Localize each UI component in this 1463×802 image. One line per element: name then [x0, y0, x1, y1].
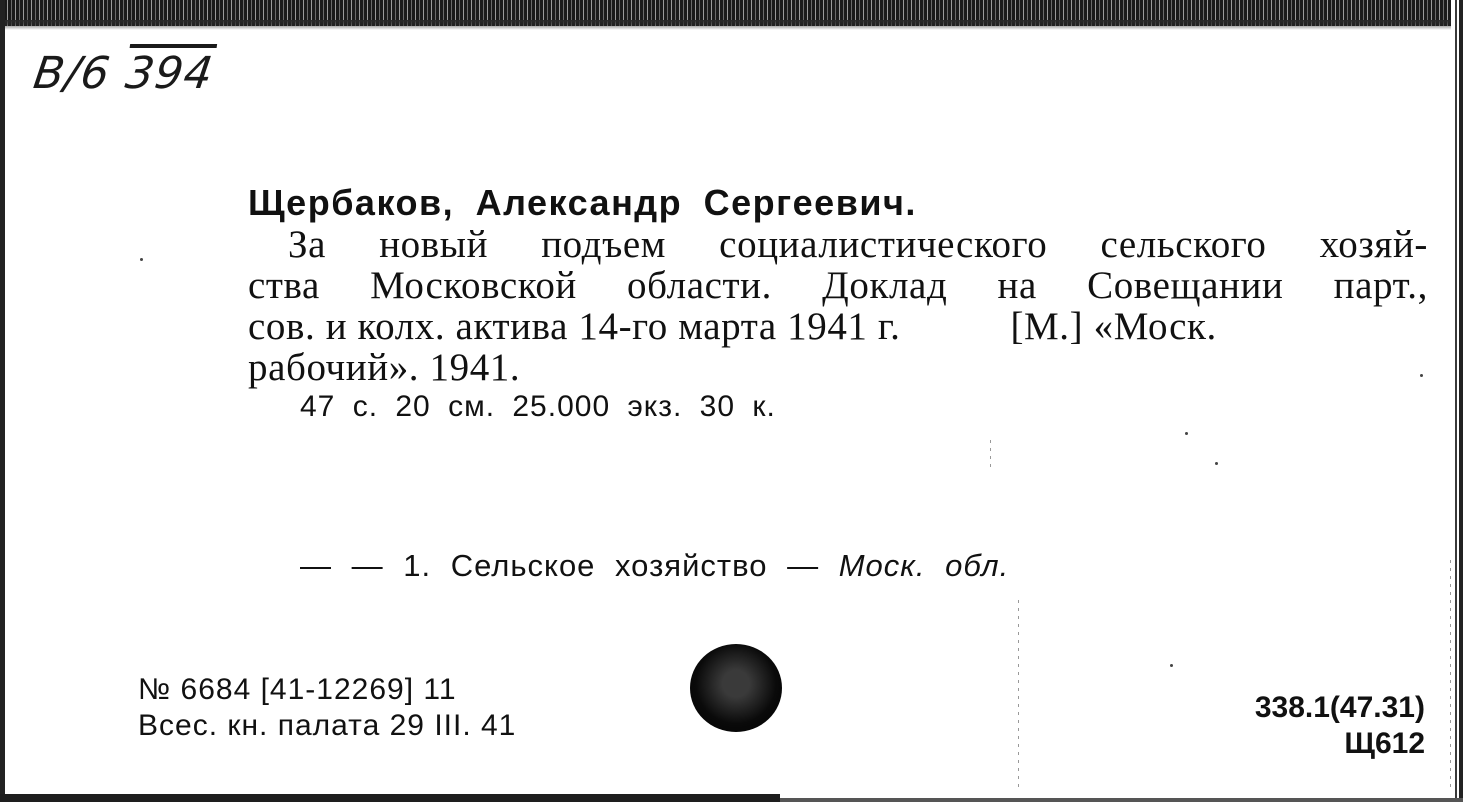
punch-hole [690, 644, 782, 732]
speck [1185, 432, 1188, 435]
subject-prefix: — — 1. Сельское хозяйство — [300, 548, 820, 583]
classification-code: 338.1(47.31) [1254, 691, 1425, 724]
handwritten-shelfmark [30, 48, 216, 99]
shelfmark-number: 394 [122, 48, 217, 99]
classification-block [1255, 690, 1425, 762]
title-line-3-text: сов. и колх. актива 14-го марта 1941 г. [248, 305, 901, 348]
imprint-line: рабочий». 1941. [248, 346, 521, 389]
scan-mark [990, 440, 991, 470]
speck [1170, 664, 1173, 667]
card-right-edge [1451, 0, 1463, 802]
chamber-date: Всес. кн. палата 29 III. 41 [138, 709, 517, 742]
speck [140, 258, 143, 261]
scan-mark [1018, 600, 1019, 790]
imprint-publisher: [М.] «Моск. [1010, 305, 1217, 348]
speck [1215, 462, 1218, 465]
registration-number: № 6684 [41-12269] 11 [138, 673, 457, 706]
card-top-shadow [0, 20, 1463, 30]
author-heading: Щербаков, Александр Сергеевич. [248, 182, 917, 223]
collation: 47 с. 20 см. 25.000 экз. 30 к. [300, 390, 776, 423]
title-line-2: ства Московской области. Доклад на Совещании парт., [248, 264, 1428, 307]
shelfmark-prefix: B/6 [30, 48, 114, 99]
author-mark: Щ612 [1344, 727, 1425, 760]
card-bottom-edge-right [780, 798, 1463, 802]
subject-region: Моск. обл. [838, 548, 1010, 583]
title-line-3 [248, 306, 1428, 347]
card-bottom-edge [0, 794, 780, 802]
card-left-edge [0, 0, 5, 802]
title-line-1: За новый подъем социалистического сельского хозяй- [288, 223, 1428, 266]
title-statement [248, 224, 1428, 388]
registration-block [138, 672, 516, 744]
subject-heading [300, 548, 1009, 584]
scan-mark [1450, 560, 1451, 790]
